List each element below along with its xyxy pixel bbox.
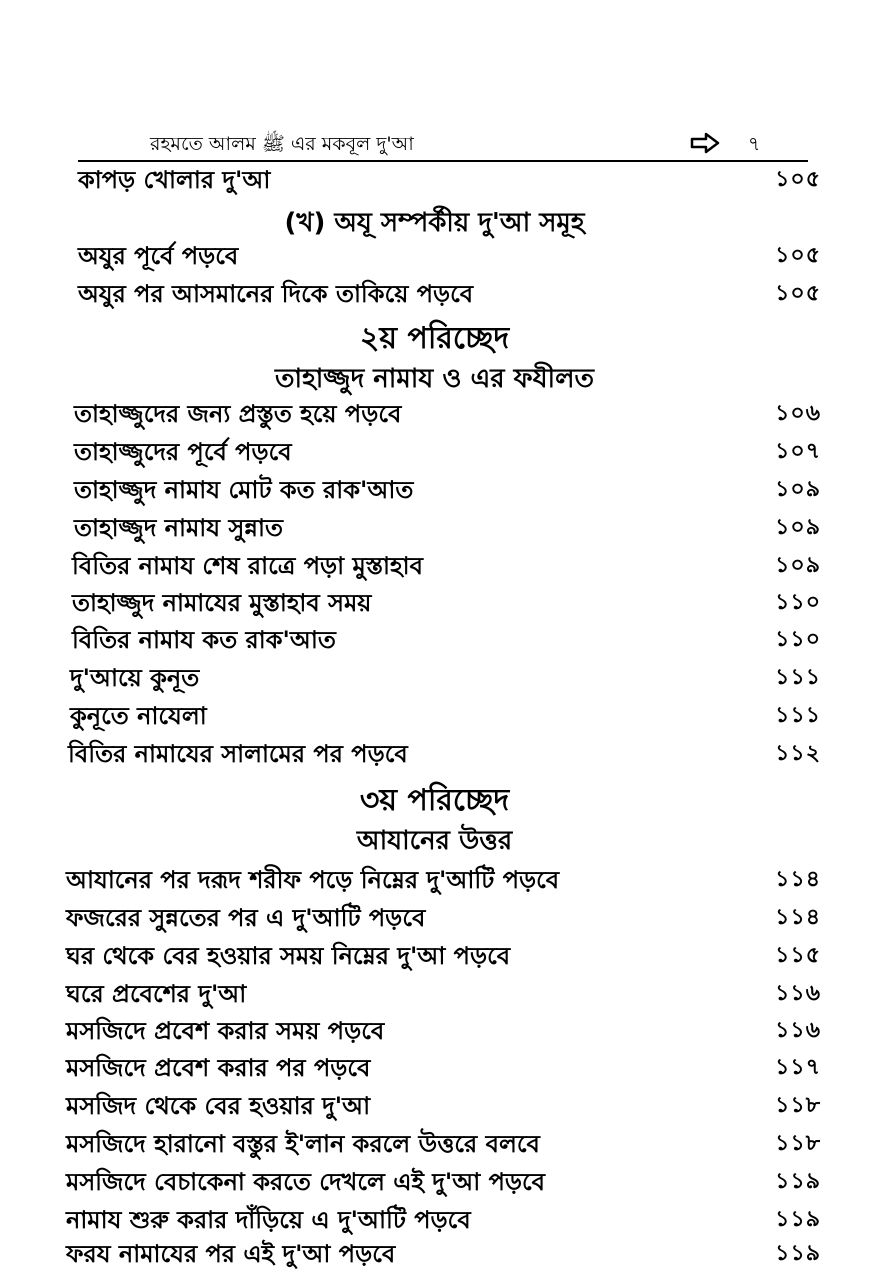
toc-entry-page: ১০৫	[775, 167, 821, 192]
toc-entry	[0, 472, 869, 508]
toc-entry	[0, 548, 869, 584]
toc-entry-label: মসজিদ থেকে বের হওয়ার দু'আ	[66, 1092, 371, 1120]
book-title: রহমতে আলম ﷺ এর মকবূল দু'আ	[150, 133, 414, 155]
toc-entry	[0, 1013, 869, 1049]
toc-entry-page: ১১০	[775, 627, 821, 652]
toc-entry-label: বিতির নামায শেষ রাত্রে পড়া মুস্তাহাব	[72, 552, 423, 580]
toc-entry	[0, 660, 869, 696]
toc-entry	[0, 162, 869, 198]
toc-entry	[0, 976, 869, 1012]
toc-entry-label: তাহাজ্জুদ নামায সুন্নাত	[74, 514, 283, 542]
toc-entry-label: ফরয নামাযের পর এই দু'আ পড়বে	[66, 1240, 396, 1268]
toc-entry-page: ১১৯	[775, 1207, 821, 1232]
toc-entry-page: ১১৪	[775, 905, 821, 930]
toc-entry-page: ১১৬	[775, 981, 821, 1006]
toc-entry-label: ঘরে প্রবেশের দু'আ	[66, 980, 247, 1008]
section-heading: তাহাজ্জুদ নামায ও এর ফযীলত	[275, 364, 594, 394]
toc-entry-page: ১১০	[775, 590, 821, 615]
toc-entry-label: অযুর পর আসমানের দিকে তাকিয়ে পড়বে	[78, 280, 474, 308]
toc-entry-label: ফজরের সুন্নতের পর এ দু'আটি পড়বে	[66, 904, 426, 932]
toc-entry-page: ১০৯	[775, 515, 821, 540]
toc-entry-label: আযানের পর দরূদ শরীফ পড়ে নিম্নের দু'আটি পড়বে	[66, 866, 560, 894]
toc-entry-label: অযুর পূর্বে পড়বে	[78, 242, 239, 270]
section-heading: আযানের উত্তর	[356, 826, 513, 856]
toc-entry-label: মসজিদে হারানো বস্তুর ই'লান করলে উত্তরে বলবে	[66, 1130, 540, 1158]
toc-entry-page: ১১৫	[775, 943, 821, 968]
chapter-heading: ৩য় পরিচ্ছেদ	[359, 783, 510, 818]
toc-entry	[0, 1236, 869, 1272]
toc-entry	[0, 510, 869, 546]
toc-entry-label: কুনূতে নাযেলা	[70, 702, 207, 730]
toc-entry-page: ১১৮	[775, 1093, 821, 1118]
section-heading: (খ) অযূ সম্পর্কীয় দু'আ সমূহ	[284, 208, 585, 238]
page-number: ৭	[748, 133, 761, 155]
toc-entry	[0, 1088, 869, 1124]
toc-entry-page: ১০৫	[775, 281, 821, 306]
toc-entry	[0, 736, 869, 772]
toc-entry	[0, 1164, 869, 1200]
toc-entry-label: তাহাজ্জুদের পূর্বে পড়বে	[74, 438, 292, 466]
toc-entry	[0, 238, 869, 274]
toc-entry	[0, 276, 869, 312]
toc-entry-page: ১১১	[775, 703, 821, 728]
toc-entry-page: ১১৯	[775, 1241, 821, 1266]
toc-entry-label: বিতির নামায কত রাক'আত	[72, 626, 336, 654]
toc-entry	[0, 396, 869, 432]
toc-entry	[0, 900, 869, 936]
toc-entry-label: ঘর থেকে বের হওয়ার সময় নিম্নের দু'আ পড়বে	[66, 942, 511, 970]
toc-entry-page: ১০৬	[775, 401, 821, 426]
chapter-heading: ২য় পরিচ্ছেদ	[359, 321, 510, 356]
toc-entry-page: ১০৯	[775, 477, 821, 502]
toc-entry-page: ১০৫	[775, 243, 821, 268]
toc-entry-page: ১১১	[775, 665, 821, 690]
toc-entry	[0, 862, 869, 898]
toc-entry-label: বিতির নামাযের সালামের পর পড়বে	[68, 740, 408, 768]
toc-entry	[0, 622, 869, 658]
toc-entry-label: কাপড় খোলার দু'আ	[78, 166, 271, 194]
toc-entry-page: ১০৯	[775, 553, 821, 578]
toc-entry	[0, 1050, 869, 1086]
toc-entry-page: ১১৪	[775, 867, 821, 892]
toc-entry-page: ১১৭	[775, 1055, 821, 1080]
toc-entry-label: মসজিদে বেচাকেনা করতে দেখলে এই দু'আ পড়বে	[66, 1168, 546, 1196]
toc-entry-label: মসজিদে প্রবেশ করার সময় পড়বে	[66, 1017, 385, 1045]
toc-entry	[0, 1126, 869, 1162]
toc-entry	[0, 434, 869, 470]
toc-entry-label: তাহাজ্জুদের জন্য প্রস্তুত হয়ে পড়বে	[74, 400, 402, 428]
toc-entry-page: ১১৬	[775, 1018, 821, 1043]
toc-entry	[0, 938, 869, 974]
toc-entry-label: তাহাজ্জুদ নামাযের মুস্তাহাব সময়	[72, 589, 372, 617]
toc-entry	[0, 698, 869, 734]
toc-entry	[0, 585, 869, 621]
toc-entry-label: নামায শুরু করার দাঁড়িয়ে এ দু'আটি পড়বে	[66, 1206, 471, 1234]
toc-entry-page: ১১২	[775, 741, 821, 766]
toc-entry-label: তাহাজ্জুদ নামায মোট কত রাক'আত	[74, 476, 414, 504]
toc-entry-page: ১০৭	[775, 439, 821, 464]
toc-entry-label: মসজিদে প্রবেশ করার পর পড়বে	[66, 1054, 371, 1082]
toc-entry	[0, 1202, 869, 1238]
toc-entry-label: দু'আয়ে কুনূত	[70, 664, 200, 692]
toc-entry-page: ১১৯	[775, 1169, 821, 1194]
toc-entry-page: ১১৮	[775, 1131, 821, 1156]
